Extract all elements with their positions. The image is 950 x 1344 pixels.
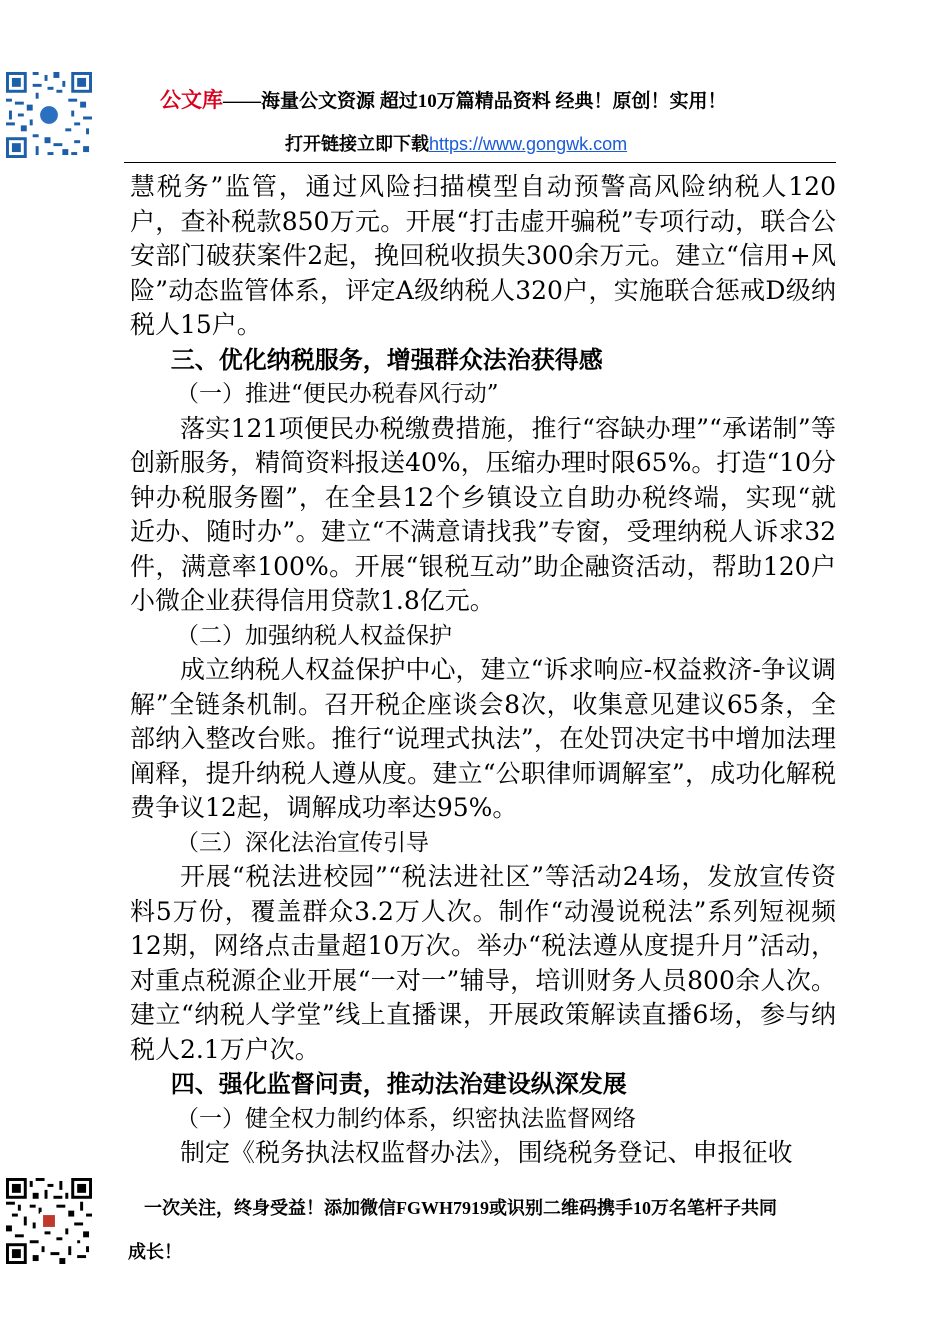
- paragraph: 制定《税务执法权监督办法》，围绕税务登记、申报征收: [180, 1138, 793, 1167]
- qr-code-bottom[interactable]: [6, 1178, 92, 1264]
- download-prefix: 打开链接立即下载: [285, 134, 429, 154]
- header-tagline: ——海量公文资源 超过10万篇精品资料 经典！原创！实用！: [223, 91, 727, 112]
- header-divider: [124, 162, 836, 163]
- section-heading: 四、强化监督问责，推动法治建设纵深发展: [170, 1070, 627, 1098]
- paragraph: 成立纳税人权益保护中心，建立“诉求响应-权益救济-争议调解”全链条机制。召开税企座谈会8次，收集意见建议65条，全部纳入整改台账。推行“说理式执法”，在处罚决定书中增加法理阐释，提升纳税人遵从度。建立“公职律师调解室”，成功化解税费争议12起，调解成功率达95%。: [130, 655, 836, 822]
- section-heading: 三、优化纳税服务，增强群众法治获得感: [170, 345, 603, 374]
- qr-code-top[interactable]: [6, 72, 92, 158]
- paragraph: 开展“税法进校园”“税法进社区”等活动24场，发放宣传资料5万份，覆盖群众3.2万人次。制作“动漫说税法”系列短视频12期，网络点击量超10万次。举办“税法遵从度提升月”活动，对重点税源企业开展“一对一”辅导，培训财务人员800余人次。建立“纳税人学堂”线上直播课，开展政策解读直播6场，参与纳税人2.1万户次。: [130, 862, 836, 1064]
- subsection-heading: （三）深化法治宣传引导: [176, 829, 429, 856]
- paragraph: 落实121项便民办税缴费措施，推行“容缺办理”“承诺制”等创新服务，精简资料报送40%，压缩办理时限65%。打造“10分钟办税服务圈”，在全县12个乡镇设立自助办税终端，实现“就近办、随时办”。建立“不满意请找我”专窗，受理纳税人诉求32件，满意率100%。开展“银税互动”助企融资活动，帮助120户小微企业获得信用贷款1.8亿元。: [130, 413, 836, 615]
- document-body: [130, 170, 836, 1171]
- subsection-heading: （二）加强纳税人权益保护: [176, 622, 452, 649]
- subsection-heading: （一）健全权力制约体系，织密执法监督网络: [176, 1105, 636, 1132]
- qr-code-icon: [6, 1178, 92, 1264]
- paragraph: 慧税务”监管，通过风险扫描模型自动预警高风险纳税人120户，查补税款850万元。开展“打击虚开骗税”专项行动，联合公安部门破获案件2起，挽回税收损失300余万元。建立“信用+风险”动态监管体系，评定A级纳税人320户，实施联合惩戒D级纳税人15户。: [130, 172, 836, 339]
- qr-code-icon: [6, 72, 92, 158]
- footer-promo: 一次关注，终身受益！添加微信FGWH7919或识别二维码携手10万名笔杆子共同: [144, 1198, 777, 1218]
- header-download-line: [285, 130, 627, 156]
- subsection-heading: （一）推进“便民办税春风行动”: [176, 381, 499, 407]
- website-link[interactable]: https://www.gongwk.com: [429, 134, 628, 154]
- header-banner: [160, 84, 727, 114]
- footer-promo-end: 成长！: [128, 1242, 182, 1262]
- brand-name: 公文库: [160, 88, 223, 112]
